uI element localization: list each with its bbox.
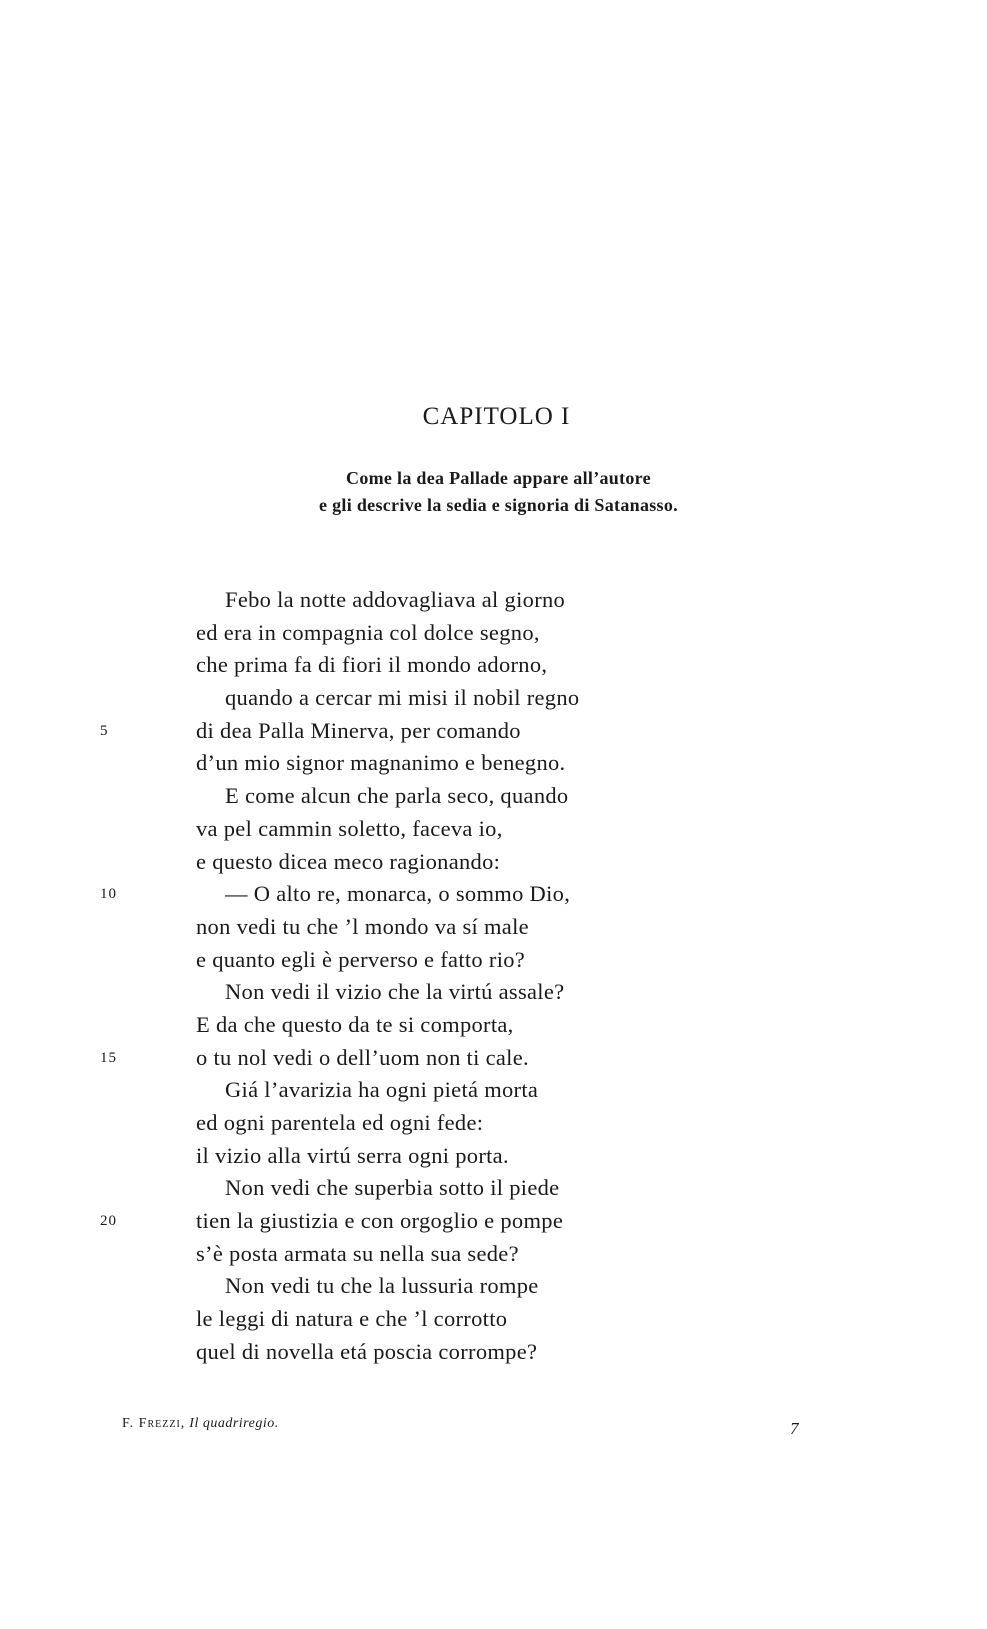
verse-line (0, 1270, 987, 1303)
chapter-title: CAPITOLO I (422, 403, 571, 430)
verse-line (0, 1042, 987, 1075)
verse-text: Febo la notte addovagliava al giorno (225, 587, 566, 612)
verse-text: E come alcun che parla seco, quando (225, 783, 569, 809)
verse-text: e quanto egli è perverso e fatto rio? (196, 946, 526, 972)
verse-line (0, 813, 987, 846)
verse-line (0, 780, 987, 813)
footer-author: F. Frezzi, (122, 1416, 186, 1431)
verse-line (0, 944, 987, 977)
verse-text: non vedi tu che ’l mondo va sí male (196, 913, 529, 939)
verse-line (0, 682, 987, 715)
verse-line (0, 715, 987, 748)
verse-line (0, 976, 987, 1009)
line-number: 20 (100, 1213, 117, 1230)
footer-work: Il quadriregio. (189, 1416, 279, 1431)
verse-line (0, 1336, 987, 1369)
summary-line: e gli descrive la sedia e signoria di Satanasso. (319, 495, 678, 515)
verse-text: le leggi di natura e che ’l corrotto (196, 1306, 508, 1332)
verse-line (0, 911, 987, 944)
verse-text: tien la giustizia e con orgoglio e pompe (196, 1208, 564, 1234)
verse-line (0, 1074, 987, 1107)
verse-line (0, 1107, 987, 1140)
verse-line (0, 878, 987, 911)
verse-line (0, 1238, 987, 1271)
signature-mark: 7 (790, 1419, 799, 1438)
verse-line (0, 846, 987, 879)
verse-text: quando a cercar mi misi il nobil regno (225, 685, 580, 711)
verse-text: s’è posta armata su nella sua sede? (196, 1240, 519, 1266)
summary-line: Come la dea Pallade appare all’autore (346, 468, 651, 488)
verse-text: Non vedi tu che la lussuria rompe (225, 1273, 539, 1299)
footer-citation (122, 1416, 279, 1432)
verse-line (0, 1205, 987, 1238)
verse-line (0, 1009, 987, 1042)
verse-line (0, 1303, 987, 1336)
verse-line (0, 747, 987, 780)
line-number: 15 (100, 1049, 117, 1066)
verse-text: Non vedi che superbia sotto il piede (225, 1175, 560, 1201)
verse-line (0, 1140, 987, 1173)
line-number: 5 (100, 722, 109, 739)
verse-text: E da che questo da te si comporta, (196, 1011, 514, 1037)
verse-text: d’un mio signor magnanimo e benegno. (196, 750, 566, 776)
verse-line (0, 584, 987, 617)
verse-text: il vizio alla virtú serra ogni porta. (196, 1142, 509, 1168)
verse-line (0, 617, 987, 650)
verse-text: Giá l’avarizia ha ogni pietá morta (225, 1077, 539, 1103)
verse-text: e questo dicea meco ragionando: (196, 848, 501, 874)
line-number: 10 (100, 886, 117, 903)
chapter-summary (0, 465, 987, 519)
verse-text: Non vedi il vizio che la virtú assale? (225, 979, 565, 1005)
verse-text: — O alto re, monarca, o sommo Dio, (225, 881, 571, 907)
verse-line (0, 1172, 987, 1205)
verse-text: che prima fa di fiori il mondo adorno, (196, 652, 548, 678)
verse-text: ed era in compagnia col dolce segno, (196, 619, 540, 645)
verse-text: ed ogni parentela ed ogni fede: (196, 1110, 484, 1135)
verse-text: di dea Palla Minerva, per comando (196, 717, 521, 743)
poem-verses (0, 584, 987, 1369)
verse-text: o tu nol vedi o dell’uom non ti cale. (196, 1044, 529, 1070)
verse-line (0, 649, 987, 682)
verse-text: quel di novella etá poscia corrompe? (196, 1338, 538, 1364)
verse-text: va pel cammin soletto, faceva io, (196, 815, 503, 841)
